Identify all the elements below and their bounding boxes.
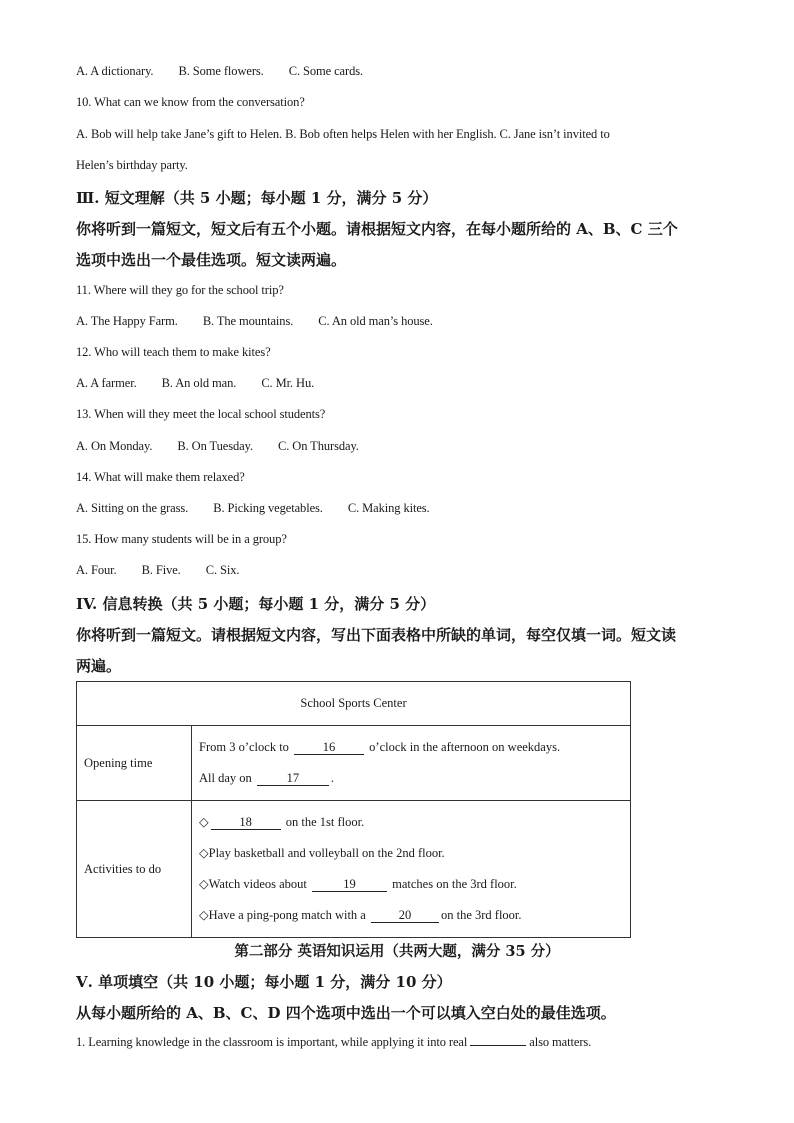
- section5-heading: Ⅴ. 单项填空（共 10 小题；每小题 1 分，满分 10 分）: [76, 973, 452, 991]
- activity-2: ◇Play basketball and volleyball on the 2nd floor.: [199, 846, 445, 860]
- opening-line-1: From 3 o’clock to 16 o’clock in the afternoon on weekdays.: [199, 740, 561, 754]
- q11-options: [76, 314, 433, 329]
- q13-options: [76, 439, 359, 454]
- q15-question: 15. How many students will be in a group?: [76, 532, 287, 546]
- sports-center-table: [76, 681, 631, 938]
- q14-question: 14. What will make them relaxed?: [76, 470, 245, 484]
- activities-label: Activities to do: [77, 801, 192, 938]
- option-b: B. Five.: [141, 563, 181, 577]
- option-a: A. Four.: [76, 563, 117, 577]
- section4-instruction-line1: 你将听到一篇短文。请根据短文内容，写出下面表格中所缺的单词，每空仅填一词。短文读: [76, 626, 677, 644]
- section3-instruction-line2: 选项中选出一个最佳选项。短文读两遍。: [76, 251, 347, 269]
- activities-cell: [192, 801, 631, 938]
- activity-1: ◇ 18 on the 1st floor.: [199, 815, 365, 829]
- option-b: B. An old man.: [161, 376, 237, 390]
- section4-heading: IV. 信息转换（共 5 小题；每小题 1 分，满分 5 分）: [76, 595, 436, 613]
- option-c: C. On Thursday.: [278, 439, 359, 453]
- q1-question: 1. Learning knowledge in the classroom is important, while applying it into real also matters.: [76, 1035, 592, 1049]
- option-a: A. A dictionary.: [76, 64, 154, 78]
- option-b: B. Some flowers.: [178, 64, 264, 78]
- q15-options: [76, 563, 239, 578]
- option-b: B. On Tuesday.: [177, 439, 253, 453]
- opening-line-2: All day on 17 .: [199, 771, 335, 785]
- activity-4: ◇Have a ping-pong match with a 20 on the 3rd floor.: [199, 908, 522, 922]
- option-a: A. On Monday.: [76, 439, 153, 453]
- q10-options-line2: Helen’s birthday party.: [76, 158, 188, 172]
- answer-blank-18[interactable]: 18: [211, 815, 281, 830]
- opening-time-label: Opening time: [77, 726, 192, 801]
- answer-blank-19[interactable]: 19: [312, 877, 387, 892]
- section3-heading: Ⅲ. 短文理解（共 5 小题；每小题 1 分，满分 5 分）: [76, 189, 438, 207]
- option-b: B. The mountains.: [202, 314, 294, 328]
- answer-blank-q1[interactable]: [470, 1045, 526, 1046]
- section3-instruction-line1: 你将听到一篇短文，短文后有五个小题。请根据短文内容，在每小题所给的 A、B、C 三个: [76, 220, 678, 238]
- q10-options-line1: A. Bob will help take Jane’s gift to Helen. B. Bob often helps Helen with her English. C. Jane isn’t invited to: [76, 127, 610, 141]
- q13-question: 13. When will they meet the local school students?: [76, 407, 326, 421]
- option-c: C. Making kites.: [347, 501, 430, 515]
- opening-time-cell: [192, 726, 631, 801]
- answer-blank-17[interactable]: 17: [257, 771, 329, 786]
- answer-blank-20[interactable]: 20: [371, 908, 439, 923]
- option-c: C. Mr. Hu.: [261, 376, 315, 390]
- q14-options: [76, 501, 430, 516]
- activity-3: ◇Watch videos about 19 matches on the 3rd floor.: [199, 877, 517, 891]
- q11-question: 11. Where will they go for the school trip?: [76, 283, 284, 297]
- option-c: C. An old man’s house.: [318, 314, 433, 328]
- q12-question: 12. Who will teach them to make kites?: [76, 345, 271, 359]
- option-a: A. The Happy Farm.: [76, 314, 178, 328]
- option-a: A. Sitting on the grass.: [76, 501, 189, 515]
- q12-options: [76, 376, 314, 391]
- q9-options: [76, 64, 363, 79]
- answer-blank-16[interactable]: 16: [294, 740, 364, 755]
- q10-question: 10. What can we know from the conversation?: [76, 95, 305, 109]
- option-c: C. Six.: [205, 563, 240, 577]
- section5-instruction: 从每小题所给的 A、B、C、D 四个选项中选出一个可以填入空白处的最佳选项。: [76, 1004, 616, 1022]
- option-c: C. Some cards.: [288, 64, 364, 78]
- part2-title: 第二部分 英语知识运用（共两大题，满分 35 分）: [234, 943, 560, 960]
- option-a: A. A farmer.: [76, 376, 137, 390]
- section4-instruction-line2: 两遍。: [76, 657, 122, 675]
- table-title: School Sports Center: [77, 682, 631, 726]
- option-b: B. Picking vegetables.: [213, 501, 323, 515]
